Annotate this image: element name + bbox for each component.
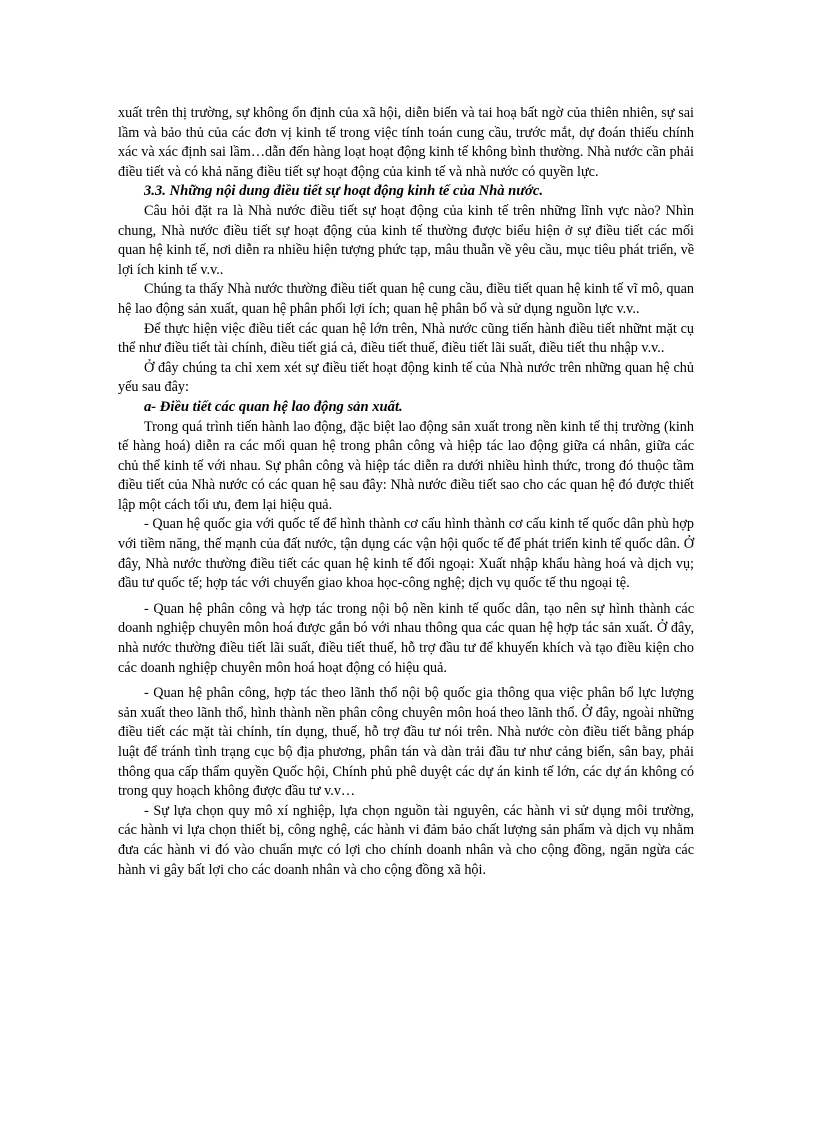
bullet-territorial-division: - Quan hệ phân công, hợp tác theo lãnh thổ nội bộ quốc gia thông qua việc phân bổ lực lượng sản xuất theo lãnh thổ, hình thành nền phân công chuyên môn hoá theo lãnh thổ. Ở đây, ngoài những điều tiết các mặt tài chính, tín dụng, thuế, hỗ trợ đầu tư nói trên. Nhà nước còn điều tiết bằng pháp luật để tránh tình trạng cục bộ địa phương, phân tán và dàn trải đầu tư như cảng biển, sân bay, phải thông qua cấp thẩm quyền Quốc hội, Chính phủ phê duyệt các dự án kinh tế lớn, các dự án không có trong quy hoạch không được đầu tư v.v… (118, 685, 694, 800)
subsection-heading-a: a- Điều tiết các quan hệ lao động sản xuất. (144, 398, 403, 415)
paragraph-question: Câu hỏi đặt ra là Nhà nước điều tiết sự hoạt động của kinh tế trên những lĩnh vực nào? Nhìn chung, Nhà nước điều tiết sự hoạt động của kinh tế thường được biểu hiện ở sự điều tiết các mối quan hệ kinh tế, nơi diễn ra nhiều hiện tượng phức tạp, mâu thuẫn về yêu cầu, mục tiêu phát triển, về lợi ích kinh tế v.v.. (118, 202, 694, 278)
paragraph-scope: Ở đây chúng ta chỉ xem xét sự điều tiết hoạt động kinh tế của Nhà nước trên những quan hệ chủ yếu sau đây: (118, 359, 694, 396)
paragraph-implementation: Để thực hiện việc điều tiết các quan hệ lớn trên, Nhà nước cũng tiến hành điều tiết nhữnt mặt cụ thể như điều tiết tài chính, điều tiết giá cả, điều tiết thuế, điều tiết lãi suất, điều tiết thu nhập v.v.. (118, 320, 694, 357)
bullet-enterprise-choices: - Sự lựa chọn quy mô xí nghiệp, lựa chọn nguồn tài nguyên, các hành vi sử dụng môi trường, các hành vi lựa chọn thiết bị, công nghệ, các hành vi đảm bảo chất lượng sản phẩm và dịch vụ nhằm đưa các hành vi đó vào chuẩn mực có lợi cho chính doanh nhân và cho cộng đồng, ngăn ngừa các hành vi gây bất lợi cho các doanh nhân và cho cộng đồng xã hội. (118, 802, 694, 878)
document-page (118, 104, 694, 880)
bullet-domestic-cooperation: - Quan hệ phân công và hợp tác trong nội bộ nền kinh tế quốc dân, tạo nên sự hình thành các doanh nghiệp chuyên môn hoá được gắn bó với nhau thông qua các quan hệ hợp tác sản xuất. Ở đây, nhà nước thường điều tiết lãi suất, điều tiết thuế, hỗ trợ đầu tư để khuyến khích và tạo điều kiện cho các doanh nghiệp chuyên môn hoá hoạt động có hiệu quả. (118, 600, 694, 676)
paragraph-labor-process: Trong quá trình tiến hành lao động, đặc biệt lao động sản xuất trong nền kinh tế thị trường (kinh tế hàng hoá) diễn ra các mối quan hệ trong phân công và hiệp tác lao động giữa cá nhân, giữa các chủ thể kinh tế với nhau. Sự phân công và hiệp tác diễn ra dưới nhiều hình thức, trong đó thuộc tầm điều tiết của Nhà nước có các quan hệ sau đây: Nhà nước điều tiết sao cho các quan hệ đó được thiết lập một cách tối ưu, đem lại hiệu quả. (118, 418, 694, 513)
section-heading-3-3: 3.3. Những nội dung điều tiết sự hoạt động kinh tế của Nhà nước. (144, 183, 543, 200)
paragraph-intro-continued: xuất trên thị trường, sự không ổn định của xã hội, diễn biến và tai hoạ bất ngờ của thiên nhiên, sự sai lầm và bảo thủ của các đơn vị kinh tế trong việc tính toán cung cầu, trước mắt, dự đoán thiếu chính xác và xác định sai lầm…dẫn đến hàng loạt hoạt động kinh tế không bình thường. Nhà nước cần phải điều tiết và có khả năng điều tiết sự hoạt động của kinh tế và nhà nước có quyền lực. (118, 105, 694, 180)
bullet-international-relations: - Quan hệ quốc gia với quốc tế để hình thành cơ cấu hình thành cơ cấu kinh tế quốc dân phù hợp với tiềm năng, thế mạnh của đất nước, tận dụng các vận hội quốc tế để phát triển kinh tế quốc dân. Ở đây, Nhà nước thường điều tiết các quan hệ kinh tế đối ngoại: Xuất nhập khẩu hàng hoá và dịch vụ; đầu tư quốc tế; hợp tác với chuyển giao khoa học-công nghệ; dịch vụ quốc tế thu ngoại tệ. (118, 516, 694, 592)
paragraph-relations: Chúng ta thấy Nhà nước thường điều tiết quan hệ cung cầu, điều tiết quan hệ kinh tế vĩ mô, quan hệ lao động sản xuất, quan hệ phân phối lợi ích; quan hệ phân bổ và sử dụng nguồn lực v.v.. (118, 281, 694, 317)
